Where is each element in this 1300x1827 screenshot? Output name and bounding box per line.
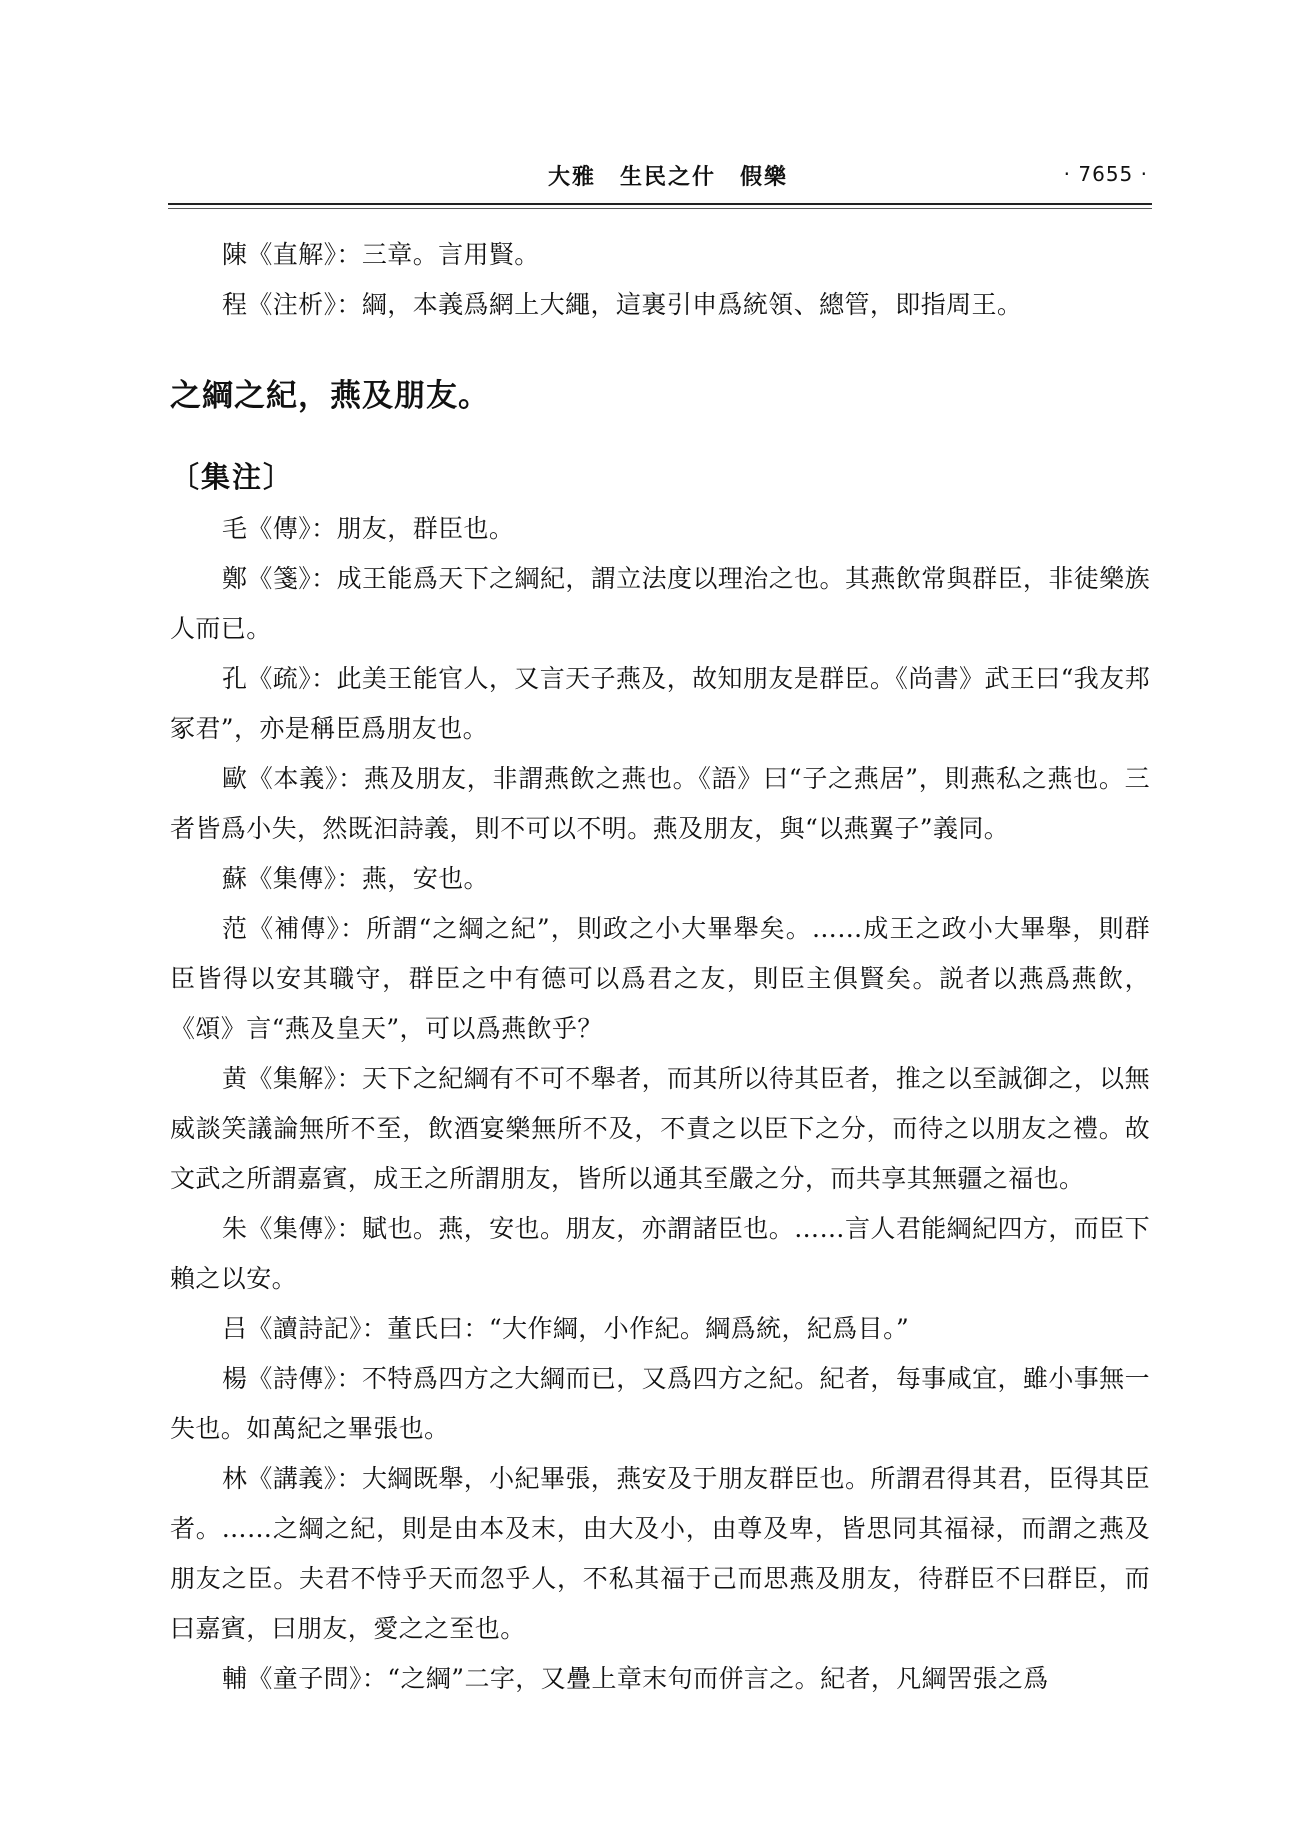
verse-line: 之綱之紀，燕及朋友。	[170, 378, 490, 414]
main-text	[170, 230, 1150, 1704]
commentary-paragraph: 黄《集解》：天下之紀綱有不可不舉者，而其所以待其臣者，推之以至誠御之，以無威談笑議論無所不至，飲酒宴樂無所不及，不責之以臣下之分，而待之以朋友之禮。故文武之所謂嘉賓，成王之所謂朋友，皆所以通其至嚴之分，而共享其無疆之福也。	[170, 1064, 1150, 1193]
commentary-paragraph: 輔《童子問》：“之綱”二字，又疊上章末句而併言之。紀者，凡綱罟張之爲	[222, 1664, 1049, 1693]
commentary-paragraph: 歐《本義》：燕及朋友，非謂燕飲之燕也。《語》曰“子之燕居”，則燕私之燕也。三者皆爲小失，然既汩詩義，則不可以不明。燕及朋友，與“以燕翼子”義同。	[170, 764, 1150, 843]
header-rule	[168, 203, 1152, 205]
section-heading: 〔集注〕	[170, 460, 295, 494]
commentary-paragraph: 鄭《箋》：成王能爲天下之綱紀，謂立法度以理治之也。其燕飲常與群臣，非徒樂族人而已。	[170, 564, 1150, 643]
commentary-paragraph: 林《講義》：大綱既舉，小紀畢張，燕安及于朋友群臣也。所謂君得其君，臣得其臣者。……之綱之紀，則是由本及末，由大及小，由尊及卑，皆思同其福禄，而謂之燕及朋友之臣。夫君不恃乎天而忽乎人，不私其福于己而思燕及朋友，待群臣不曰群臣，而曰嘉賓，曰朋友，愛之之至也。	[170, 1464, 1150, 1643]
commentary-paragraph: 毛《傳》：朋友，群臣也。	[222, 514, 515, 543]
header-rule-thin	[168, 208, 1152, 209]
running-header	[168, 160, 1148, 194]
commentary-paragraph: 朱《集傳》：賦也。燕，安也。朋友，亦謂諸臣也。……言人君能綱紀四方，而臣下賴之以安。	[170, 1214, 1150, 1293]
commentary-paragraph: 楊《詩傳》：不特爲四方之大綱而已，又爲四方之紀。紀者，每事咸宜，雖小事無一失也。如萬紀之畢張也。	[170, 1364, 1150, 1443]
intro-paragraph: 陳《直解》：三章。言用賢。	[222, 240, 540, 269]
commentary-paragraph: 蘇《集傳》：燕，安也。	[222, 864, 489, 893]
commentary-paragraph: 范《補傳》：所謂“之綱之紀”，則政之小大畢舉矣。……成王之政小大畢舉，則群臣皆得以安其職守，群臣之中有德可以爲君之友，則臣主俱賢矣。説者以燕爲燕飲，《頌》言“燕及皇天”，可以爲燕飲乎？	[170, 914, 1150, 1043]
running-header-title: 大雅 生民之什 假樂	[547, 164, 788, 190]
page-number: · 7655 ·	[1063, 162, 1148, 186]
commentary-paragraph: 孔《疏》：此美王能官人，又言天子燕及，故知朋友是群臣。《尚書》武王曰“我友邦冢君”，亦是稱臣爲朋友也。	[170, 664, 1150, 743]
commentary-paragraph: 吕《讀詩記》：董氏曰：“大作綱，小作紀。綱爲統，紀爲目。”	[222, 1314, 910, 1343]
intro-paragraph: 程《注析》：綱，本義爲網上大繩，這裏引申爲統領、總管，即指周王。	[222, 290, 1023, 319]
